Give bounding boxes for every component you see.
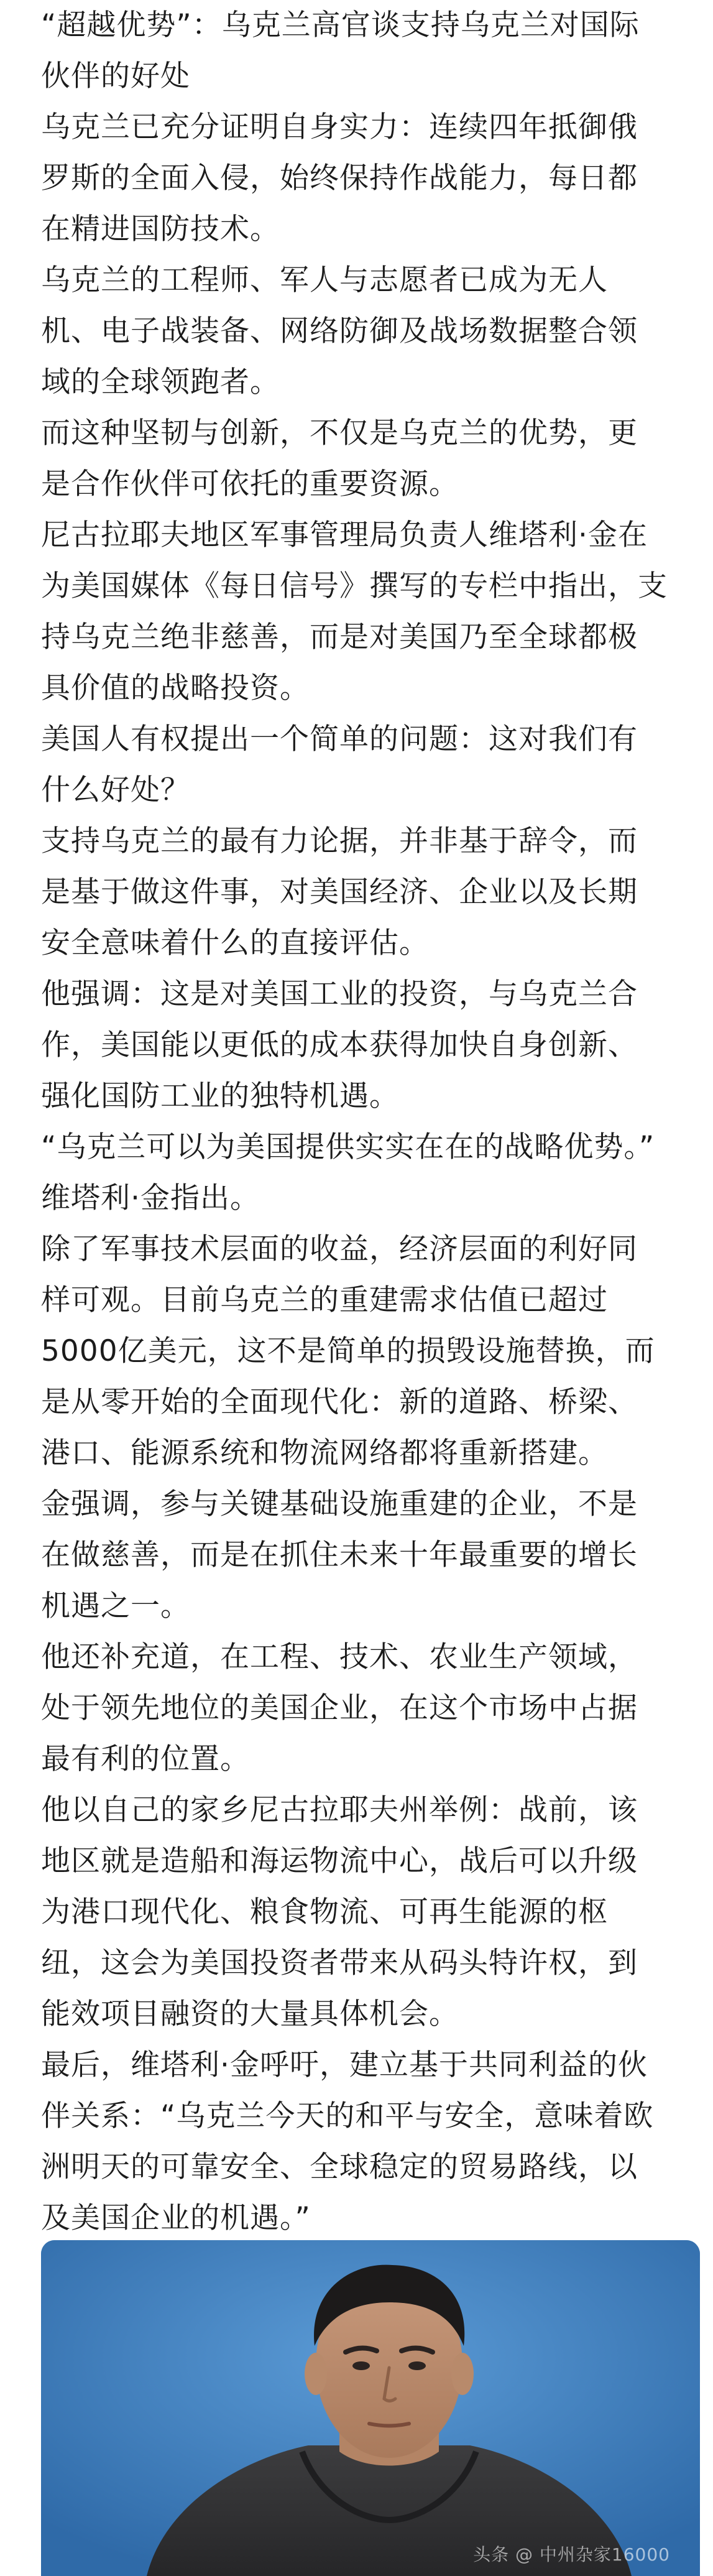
paragraph: 支持乌克兰的最有力论据，并非基于辞令，而 是基于做这件事，对美国经济、企业以及长期 安全意味着什么的直接评估。 [41, 824, 638, 960]
article-body [41, 0, 688, 2244]
image-watermark: 头条 @ 中州杂家16000 [473, 2544, 670, 2565]
paragraph: 乌克兰的工程师、军人与志愿者已成为无人 机、电子战装备、网络防御及战场数据整合领 域的全球领跑者。 [41, 263, 638, 399]
closing-paragraph: 最后，维塔利·金呼吁，建立基于共同利益的伙 伴关系：“乌克兰今天的和平与安全，意味着欧 洲明天的可靠安全、全球稳定的贸易路线，以 及美国企业的机遇。” [41, 2048, 654, 2235]
portrait-illustration [41, 2240, 700, 2576]
paragraph: 美国人有权提出一个简单的问题：这对我们有 什么好处？ [41, 722, 638, 807]
paragraph: 尼古拉耶夫地区军事管理局负责人维塔利·金在 为美国媒体《每日信号》撰写的专栏中指出，支 持乌克兰绝非慈善，而是对美国乃至全球都极 具价值的战略投资。 [41, 518, 668, 705]
paragraph: 他还补充道，在工程、技术、农业生产领域， 处于领先地位的美国企业，在这个市场中占据 最有利的位置。 [41, 1640, 638, 1776]
paragraph: 乌克兰已充分证明自身实力：连续四年抵御俄 罗斯的全面入侵，始终保持作战能力，每日都 在精进国防技术。 [41, 110, 638, 246]
quote-paragraph: “乌克兰可以为美国提供实实在在的战略优势。” 维塔利·金指出。 [41, 1130, 655, 1215]
paragraph: 他强调：这是对美国工业的投资，与乌克兰合 作，美国能以更低的成本获得加快自身创新、 强化国防工业的独特机遇。 [41, 977, 638, 1113]
paragraph: 而这种坚韧与创新，不仅是乌克兰的优势，更 是合作伙伴可依托的重要资源。 [41, 416, 638, 501]
paragraph: 金强调，参与关键基础设施重建的企业，不是 在做慈善，而是在抓住未来十年最重要的增长 机遇之一。 [41, 1487, 638, 1623]
article-title: “超越优势”：乌克兰高官谈支持乌克兰对国际 伙伴的好处 [41, 8, 640, 93]
paragraph: 除了军事技术层面的收益，经济层面的利好同 样可观。目前乌克兰的重建需求估值已超过 5000亿美元，这不是简单的损毁设施替换，而 是从零开始的全面现代化：新的道路、桥梁、 港口、能源系统和物流网络都将重新搭建。 [41, 1232, 655, 1470]
paragraph: 他以自己的家乡尼古拉耶夫州举例：战前，该 地区就是造船和海运物流中心，战后可以升级 为港口现代化、粮食物流、可再生能源的枢 纽，这会为美国投资者带来从码头特许权，到 能效项目融资的大量具体机会。 [41, 1793, 638, 2031]
portrait-photo [41, 2240, 700, 2576]
